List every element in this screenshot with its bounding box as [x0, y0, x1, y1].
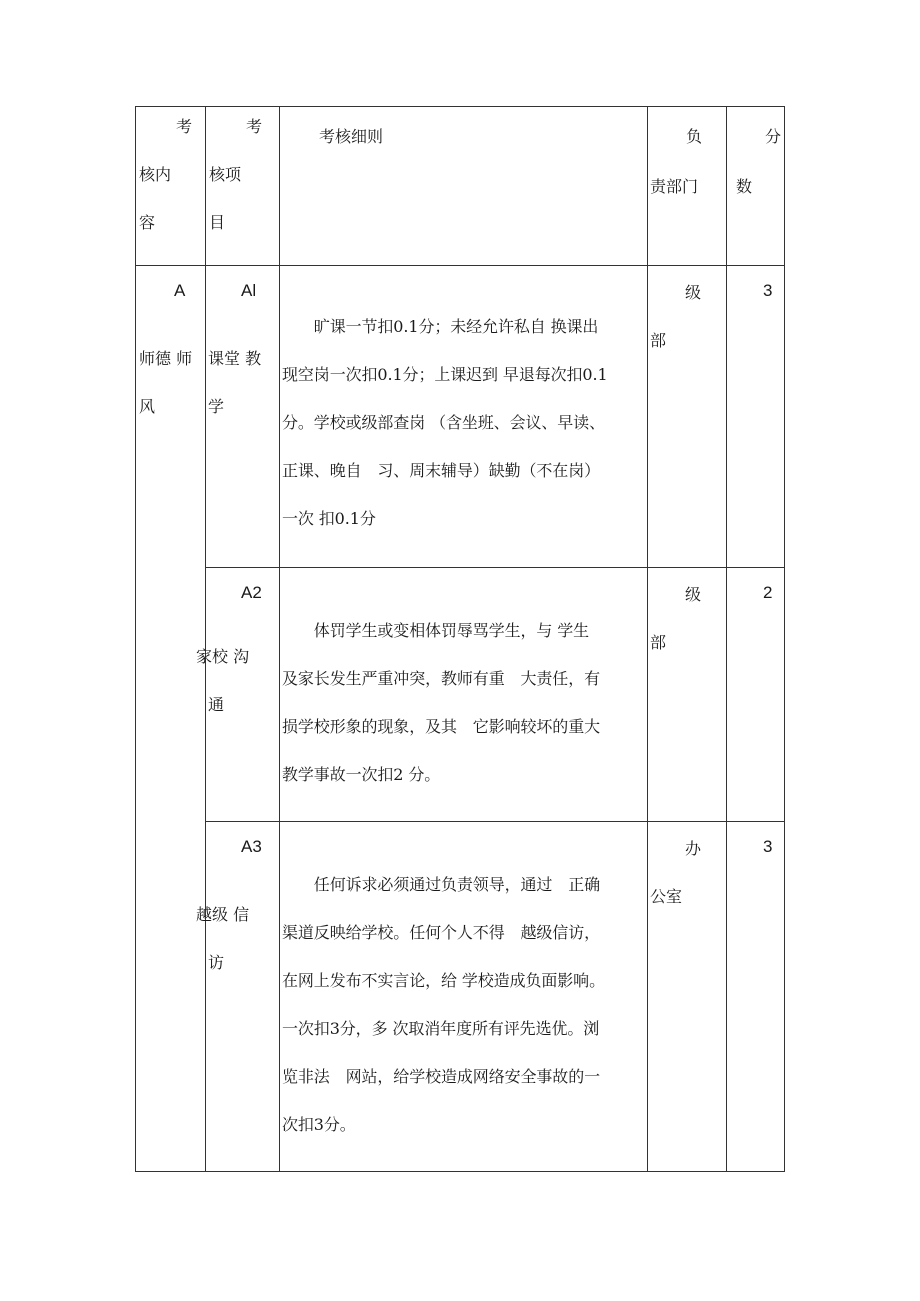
score-value: 3	[763, 837, 773, 856]
detail-line: 正课、晚自 习、周末辅导）缺勤（不在岗）	[282, 461, 601, 480]
score-value: 3	[763, 281, 773, 300]
item-label: 学	[208, 397, 225, 416]
dept-label: 办	[685, 839, 702, 858]
item-label: 课堂 教	[208, 349, 262, 368]
category-code: A	[174, 281, 186, 300]
row-divider	[205, 821, 784, 822]
detail-line: 次扣3分。	[282, 1115, 356, 1134]
detail-line: 在网上发布不实言论，给 学校造成负面影响。	[282, 971, 605, 990]
dept-label: 级	[685, 585, 702, 604]
dept-label: 部	[650, 633, 667, 652]
header-text: 分	[765, 127, 782, 146]
item-code: A2	[241, 583, 262, 602]
score-value: 2	[763, 583, 773, 602]
detail-line: 览非法 网站，给学校造成网络安全事故的一	[282, 1067, 601, 1086]
header-text: 核项	[209, 165, 242, 184]
detail-line: 现空岗一次扣0.1分；上课迟到 早退每次扣0.1	[282, 365, 608, 384]
item-code: A3	[241, 837, 262, 856]
header-divider	[136, 265, 784, 266]
detail-line: 体罚学生或变相体罚辱骂学生，与 学生	[282, 621, 590, 640]
header-detail-column: 考核细则	[319, 127, 384, 146]
detail-text	[282, 303, 650, 543]
item-label: 访	[208, 953, 225, 972]
detail-line: 损学校形象的现象，及其 它影响较坏的重大	[282, 717, 601, 736]
item-label: 通	[208, 695, 225, 714]
dept-label: 部	[650, 331, 667, 350]
detail-text	[282, 607, 650, 799]
detail-line: 教学事故一次扣2 分。	[282, 765, 441, 784]
item-label: 家校 沟	[196, 647, 250, 666]
column-divider	[726, 107, 727, 1171]
detail-line: 渠道反映给学校。任何个人不得 越级信访，	[282, 923, 601, 942]
header-text: 容	[139, 213, 156, 232]
column-divider	[205, 107, 206, 1171]
detail-line: 一次扣3分，多 次取消年度所有评先选优。浏	[282, 1019, 600, 1038]
detail-line: 旷课一节扣0.1分；未经允许私自 换课出	[282, 317, 599, 336]
dept-label: 级	[685, 283, 702, 302]
header-text: 责部门	[650, 177, 699, 196]
header-text: 数	[736, 177, 753, 196]
detail-line: 及家长发生严重冲突，教师有重 大责任，有	[282, 669, 601, 688]
header-text: 核内	[139, 165, 172, 184]
category-label: 师德 师	[139, 349, 193, 368]
detail-line: 一次 扣0.1分	[282, 509, 376, 528]
header-text: 考	[246, 117, 263, 136]
detail-text	[282, 861, 650, 1149]
row-divider	[205, 567, 784, 568]
header-text: 负	[686, 127, 703, 146]
header-text: 目	[209, 213, 226, 232]
detail-line: 任何诉求必须通过负责领导，通过 正确	[282, 875, 601, 894]
dept-label: 公室	[650, 887, 683, 906]
assessment-table	[135, 106, 785, 1172]
item-label: 越级 信	[196, 905, 250, 924]
column-divider	[279, 107, 280, 1171]
category-label: 风	[139, 397, 156, 416]
item-code: Al	[241, 281, 257, 300]
detail-line: 分。学校或级部查岗 （含坐班、会议、早读、	[282, 413, 605, 432]
header-text: 考	[176, 117, 193, 136]
